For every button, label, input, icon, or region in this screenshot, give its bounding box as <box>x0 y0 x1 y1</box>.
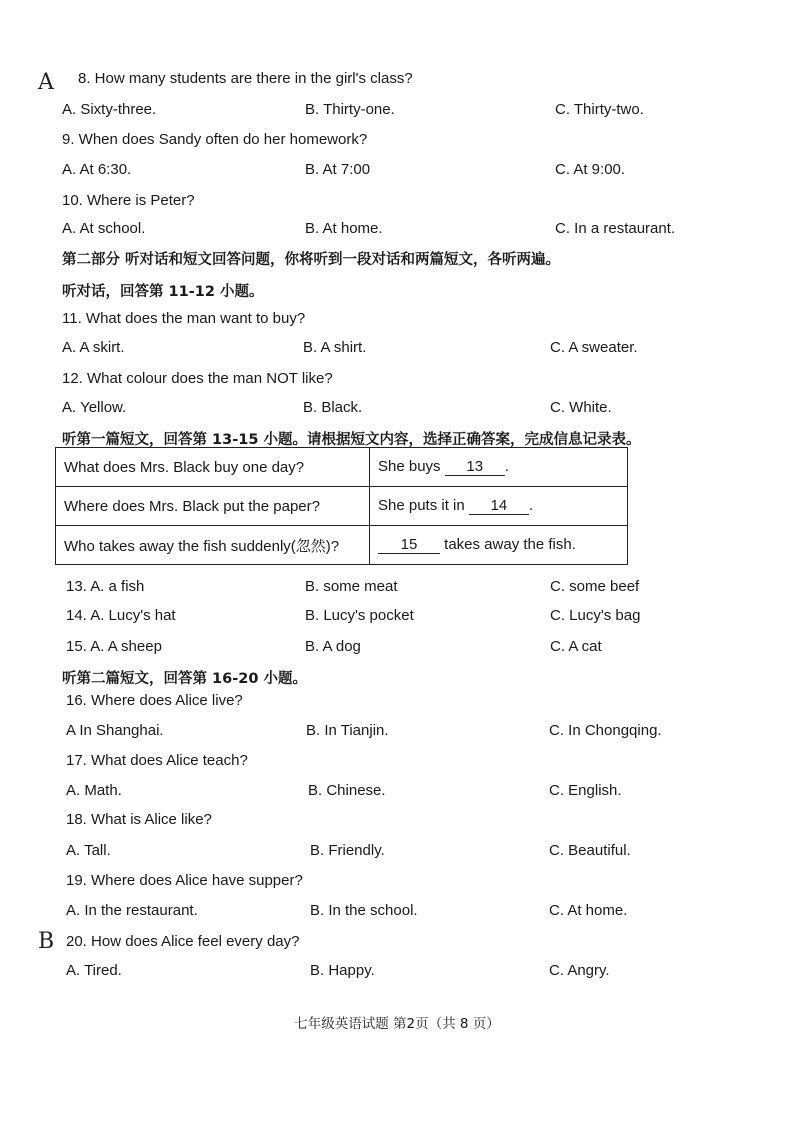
option-b: B. Chinese. <box>308 782 386 799</box>
option-a: A. In the restaurant. <box>66 902 198 919</box>
options-9 <box>0 161 794 183</box>
option-c: C. White. <box>550 399 612 416</box>
options-15 <box>0 638 794 660</box>
option-b: B. In the school. <box>310 902 418 919</box>
option-b: B. A dog <box>305 638 361 655</box>
option-a: A. A skirt. <box>62 339 125 356</box>
page-footer: 七年级英语试题 第2页（共 8 页） <box>294 1016 500 1032</box>
table-answer <box>370 487 628 526</box>
question-16 <box>0 692 794 714</box>
table-row <box>56 448 628 487</box>
question-9 <box>0 131 794 153</box>
options-12 <box>0 399 794 421</box>
question-text: 17. What does Alice teach? <box>66 752 248 769</box>
margin-mark-a: A <box>38 70 54 95</box>
table-question: Who takes away the fish suddenly(忽然)? <box>56 526 370 565</box>
options-18 <box>0 842 794 864</box>
option-c: C. A cat <box>550 638 602 655</box>
answer-suffix: . <box>528 497 534 514</box>
option-b: B. Black. <box>303 399 363 416</box>
options-14 <box>0 607 794 629</box>
option-c: C. At 9:00. <box>555 161 626 178</box>
answer-suffix: . <box>504 458 509 475</box>
question-18 <box>0 811 794 833</box>
option-a: 13. A. a fish <box>66 578 145 595</box>
section-2-heading <box>0 248 794 270</box>
question-11 <box>0 310 794 332</box>
option-a: A. Tired. <box>66 962 122 979</box>
options-19 <box>0 902 794 924</box>
passage-2-heading <box>0 667 794 689</box>
dialogue-title: 听对话，回答第 11-12 小题。 <box>62 284 264 300</box>
passage-2-title: 听第二篇短文，回答第 16-20 小题。 <box>62 671 307 687</box>
question-19 <box>0 872 794 894</box>
option-c: C. In a restaurant. <box>555 220 676 237</box>
question-text: 16. Where does Alice live? <box>66 692 243 709</box>
option-a: A. Math. <box>66 782 122 799</box>
section-2-title: 第二部分 听对话和短文回答问题，你将听到一段对话和两篇短文，各听两遍。 <box>62 252 561 268</box>
option-c: C. English. <box>549 782 622 799</box>
option-b: B. Thirty-one. <box>305 101 395 118</box>
answer-blank-13[interactable]: 13 <box>445 458 505 476</box>
answer-blank-14[interactable]: 14 <box>469 497 529 515</box>
option-c: C. Thirty-two. <box>555 101 644 118</box>
answer-prefix: She buys <box>378 458 445 475</box>
option-a: 15. A. A sheep <box>66 638 162 655</box>
question-text: 10. Where is Peter? <box>62 192 195 209</box>
table-answer <box>370 448 628 487</box>
table-answer <box>370 526 628 565</box>
question-8 <box>0 70 794 92</box>
question-text: 20. How does Alice feel every day? <box>66 933 300 950</box>
options-8 <box>0 101 794 123</box>
question-text: 19. Where does Alice have supper? <box>66 872 303 889</box>
margin-mark-b: B <box>38 929 55 954</box>
table-row <box>56 487 628 526</box>
option-c: C. A sweater. <box>550 339 638 356</box>
question-10 <box>0 192 794 214</box>
option-a: A In Shanghai. <box>66 722 164 739</box>
option-a: A. Sixty-three. <box>62 101 157 118</box>
answer-blank-15[interactable]: 15 <box>378 536 440 554</box>
dialogue-heading <box>0 280 794 302</box>
option-b: B. some meat <box>305 578 398 595</box>
option-c: C. Beautiful. <box>549 842 631 859</box>
option-c: C. some beef <box>550 578 640 595</box>
option-b: B. At 7:00 <box>305 161 371 178</box>
option-c: C. At home. <box>549 902 628 919</box>
options-10 <box>0 220 794 242</box>
question-17 <box>0 752 794 774</box>
table-question: What does Mrs. Black buy one day? <box>56 448 370 487</box>
option-c: C. Lucy's bag <box>550 607 641 624</box>
option-b: B. Lucy's pocket <box>305 607 414 624</box>
question-12 <box>0 370 794 392</box>
option-b: B. In Tianjin. <box>306 722 389 739</box>
option-b: B. At home. <box>305 220 383 237</box>
table-row <box>56 526 628 565</box>
question-text: 8. How many students are there in the girl's class? <box>78 70 413 87</box>
option-a: A. Yellow. <box>62 399 127 416</box>
question-20 <box>0 933 794 955</box>
question-text: 12. What colour does the man NOT like? <box>62 370 333 387</box>
options-11 <box>0 339 794 361</box>
table-question: Where does Mrs. Black put the paper? <box>56 487 370 526</box>
options-20 <box>0 962 794 984</box>
option-a: A. At school. <box>62 220 146 237</box>
answer-suffix: takes away the fish. <box>440 536 576 553</box>
option-c: C. In Chongqing. <box>549 722 662 739</box>
options-13 <box>0 578 794 600</box>
option-a: A. Tall. <box>66 842 111 859</box>
question-text: 9. When does Sandy often do her homework? <box>62 131 368 148</box>
question-text: 18. What is Alice like? <box>66 811 212 828</box>
answer-prefix: She puts it in <box>378 497 469 514</box>
option-b: B. Friendly. <box>310 842 385 859</box>
passage-1-title: 听第一篇短文，回答第 13-15 小题。请根据短文内容，选择正确答案，完成信息记录表。 <box>62 432 641 448</box>
option-b: B. A shirt. <box>303 339 367 356</box>
options-17 <box>0 782 794 804</box>
option-c: C. Angry. <box>549 962 610 979</box>
option-b: B. Happy. <box>310 962 375 979</box>
question-text: 11. What does the man want to buy? <box>62 310 306 327</box>
info-record-table <box>55 447 628 565</box>
options-16 <box>0 722 794 744</box>
option-a: 14. A. Lucy's hat <box>66 607 176 624</box>
option-a: A. At 6:30. <box>62 161 132 178</box>
